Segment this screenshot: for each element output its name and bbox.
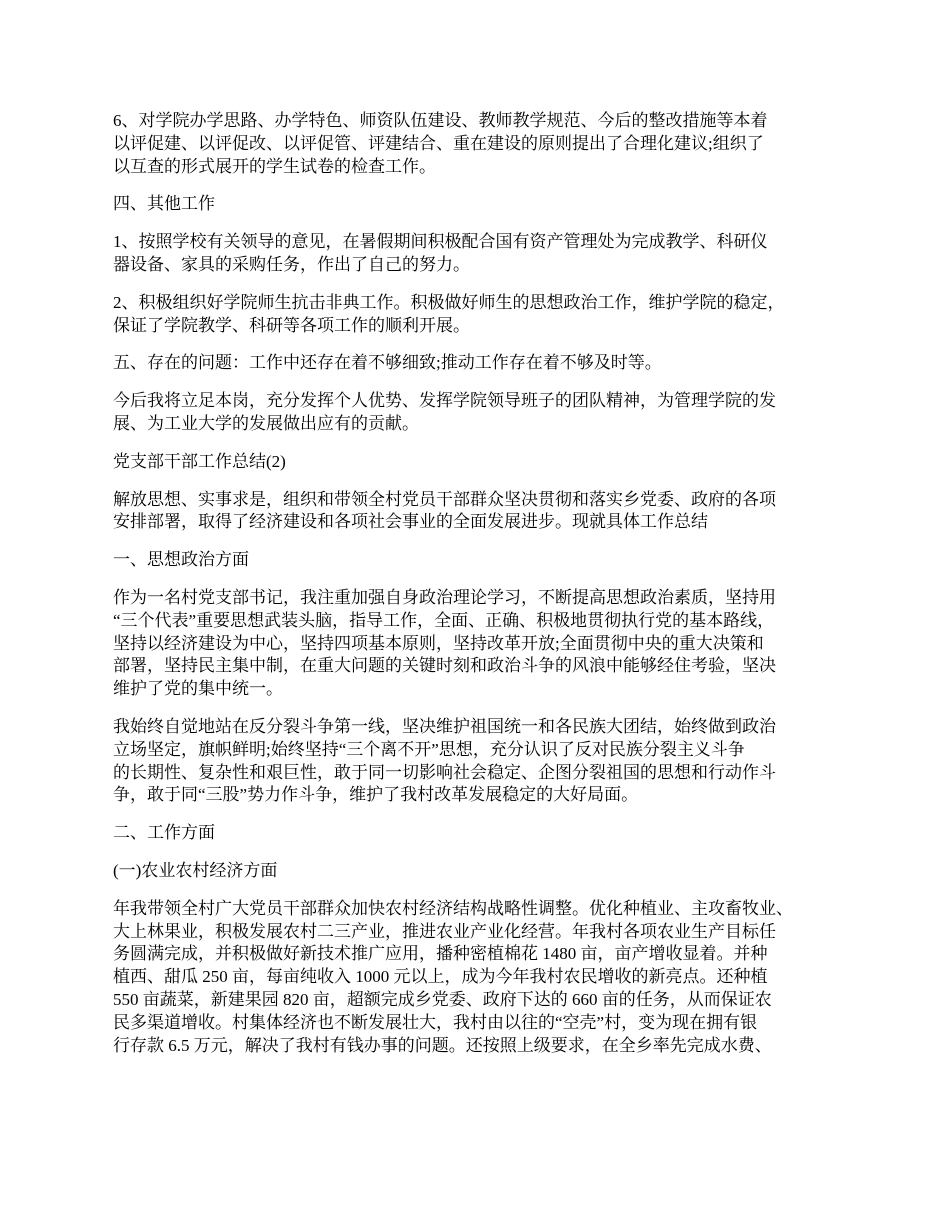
text-line: 务圆满完成，并积极做好新技术推广应用，播种密植棉花 1480 亩，亩产增收显着。并种 (113, 944, 768, 964)
text-line: 民多渠道增收。村集体经济也不断发展壮大，我村由以往的“空壳”村，变为现在拥有银 (113, 1012, 758, 1032)
text-line: 年我带领全村广大党员干部群众加快农村经济结构战略性调整。优化种植业、主攻畜牧业、 (113, 898, 793, 918)
text-line: 部署，坚持民主集中制，在重大问题的关键时刻和政治斗争的风浪中能够经住考验，坚决 (113, 656, 776, 676)
text-line: 以评促建、以评促改、以评促管、评建结合、重在建设的原则提出了合理化建议;组织了 (113, 133, 764, 153)
paragraph-other-2 (113, 292, 853, 338)
heading-text: (一)农业农村经济方面 (113, 860, 278, 880)
paragraph-p6 (113, 110, 853, 178)
paragraph-agriculture (113, 898, 853, 1058)
text-line: “三个代表”重要思想武装头脑，指导工作，全面、正确、积极地贯彻执行党的基本路线， (113, 610, 775, 630)
text-line: 6、对学院办学思路、办学特色、师资队伍建设、教师教学规范、今后的整改措施等本着 (113, 111, 768, 130)
text-line: 1、按照学校有关领导的意见，在暑假期间积极配合国有资产管理处为完成教学、科研仪 (113, 232, 768, 252)
text-line: 2、积极组织好学院师生抗击非典工作。积极做好师生的思想政治工作，维护学院的稳定， (113, 292, 785, 312)
paragraph-politics-2 (113, 716, 853, 807)
section-heading-problems (113, 352, 853, 375)
text-line: 争，敢于同“三股”势力作斗争，维护了我村改革发展稳定的大好局面。 (113, 785, 639, 805)
text-line: 坚持以经济建设为中心，坚持四项基本原则，坚持改革开放;全面贯彻中央的重大决策和 (113, 633, 764, 653)
text-line: 植西、甜瓜 250 亩，每亩纯收入 1000 元以上，成为今年我村农民增收的新亮点。还种植 (113, 967, 768, 987)
text-line: 的长期性、复杂性和艰巨性，敢于同一切影响社会稳定、企图分裂祖国的思想和行动作斗 (113, 762, 776, 782)
text-line: 今后我将立足本岗，充分发挥个人优势、发挥学院领导班子的团队精神，为管理学院的发 (113, 391, 776, 411)
text-line: 解放思想、实事求是，组织和带领全村党员干部群众坚决贯彻和落实乡党委、政府的各项 (113, 489, 776, 509)
heading-text: 一、思想政治方面 (113, 550, 249, 570)
heading-text: 四、其他工作 (113, 194, 215, 214)
text-line: 大上林果业，积极发展农村二三产业，推进农业产业化经营。年我村各项农业生产目标任 (113, 921, 776, 941)
text-line: 展、为工业大学的发展做出应有的贡献。 (113, 413, 419, 433)
text-line: 550 亩蔬菜，新建果园 820 亩，超额完成乡党委、政府下达的 660 亩的任务，从而保证农 (113, 989, 772, 1009)
text-line: 维护了党的集中统一。 (113, 679, 283, 699)
document-page (113, 110, 853, 1072)
section-heading-work (113, 822, 853, 845)
text-line: 器设备、家具的采购任务，作出了自己的努力。 (113, 254, 470, 274)
text-line: 我始终自觉地站在反分裂斗争第一线，坚决维护祖国统一和各民族大团结，始终做到政治 (113, 716, 776, 736)
section-heading-other-work (113, 193, 853, 216)
text-line: 保证了学院教学、科研等各项工作的顺利开展。 (113, 315, 470, 335)
text-line: 立场坚定，旗帜鲜明;始终坚持“三个离不开”思想，充分认识了反对民族分裂主义斗争 (113, 739, 745, 759)
paragraph-politics-1 (113, 587, 853, 701)
paragraph-other-1 (113, 231, 853, 277)
heading-text: 五、存在的问题：工作中还存在着不够细致;推动工作存在着不够及时等。 (113, 353, 662, 373)
heading-text: 二、工作方面 (113, 823, 215, 843)
document-title-2 (113, 451, 853, 474)
paragraph-future (113, 390, 853, 436)
text-line: 安排部署，取得了经济建设和各项社会事业的全面发展进步。现就具体工作总结 (113, 512, 708, 532)
title-text: 党支部干部工作总结(2) (113, 451, 286, 471)
subsection-heading-agriculture (113, 860, 853, 883)
text-line: 以互查的形式展开的学生试卷的检查工作。 (113, 156, 436, 176)
section-heading-politics (113, 549, 853, 572)
text-line: 作为一名村党支部书记，我注重加强自身政治理论学习，不断提高思想政治素质，坚持用 (113, 587, 776, 607)
paragraph-intro (113, 489, 853, 535)
text-line: 行存款 6.5 万元，解决了我村有钱办事的问题。还按照上级要求，在全乡率先完成水费、 (113, 1035, 772, 1055)
